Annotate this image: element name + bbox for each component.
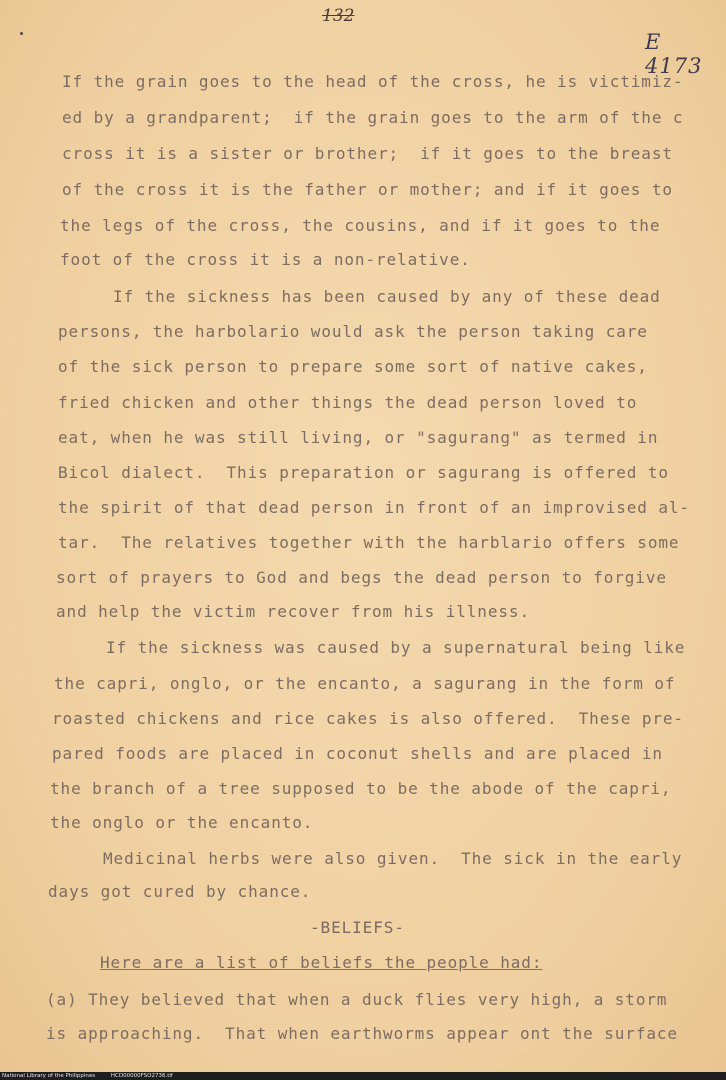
belief-item: is approaching. That when earthworms appear ont the surface — [46, 1024, 678, 1043]
text-line: If the grain goes to the head of the cross, he is victimiz- — [62, 72, 684, 91]
footer-filename: HCD00000FSO2736.tif — [110, 1073, 173, 1079]
text-line: days got cured by chance. — [48, 882, 312, 901]
text-line: persons, the harbolario would ask the person taking care — [58, 322, 648, 341]
footer-source: National Library of the Philippines — [2, 1073, 96, 1079]
text-line: the spirit of that dead person in front of an improvised al- — [58, 498, 690, 517]
belief-item: (a) They believed that when a duck flies very high, a storm — [46, 990, 668, 1009]
page-number: 132 — [322, 6, 355, 26]
text-line: eat, when he was still living, or "sagurang" as termed in — [58, 428, 659, 447]
text-line: the onglo or the encanto. — [50, 813, 314, 832]
text-line: foot of the cross it is a non-relative. — [60, 250, 471, 269]
section-heading: -BELIEFS- — [310, 918, 405, 937]
archive-footer — [0, 1072, 726, 1080]
text-line: tar. The relatives together with the harblario offers some — [58, 533, 680, 552]
text-line: If the sickness has been caused by any of these dead — [113, 287, 661, 306]
beliefs-intro: Here are a list of beliefs the people had: — [100, 953, 543, 972]
text-line: of the cross it is the father or mother; and if it goes to — [62, 180, 673, 199]
text-line: ed by a grandparent; if the grain goes to the arm of the c — [62, 108, 684, 127]
text-line: fried chicken and other things the dead person loved to — [58, 393, 638, 412]
text-line: Bicol dialect. This preparation or sagurang is offered to — [58, 463, 669, 482]
text-line: pared foods are placed in coconut shells and are placed in — [52, 744, 663, 763]
text-line: roasted chickens and rice cakes is also offered. These pre- — [52, 709, 684, 728]
text-line: the capri, onglo, or the encanto, a sagurang in the form of — [54, 674, 676, 693]
text-line: Medicinal herbs were also given. The sick in the early — [103, 849, 683, 868]
text-line: the legs of the cross, the cousins, and if it goes to the — [60, 216, 661, 235]
ink-mark — [20, 32, 23, 35]
text-line: the branch of a tree supposed to be the abode of the capri, — [50, 779, 672, 798]
text-line: sort of prayers to God and begs the dead person to forgive — [56, 568, 667, 587]
text-line: cross it is a sister or brother; if it goes to the breast — [62, 144, 673, 163]
text-line: If the sickness was caused by a supernatural being like — [106, 638, 686, 657]
text-line: of the sick person to prepare some sort of native cakes, — [58, 357, 648, 376]
document-code: E 4173 — [645, 30, 703, 78]
text-line: and help the victim recover from his illness. — [56, 602, 530, 621]
